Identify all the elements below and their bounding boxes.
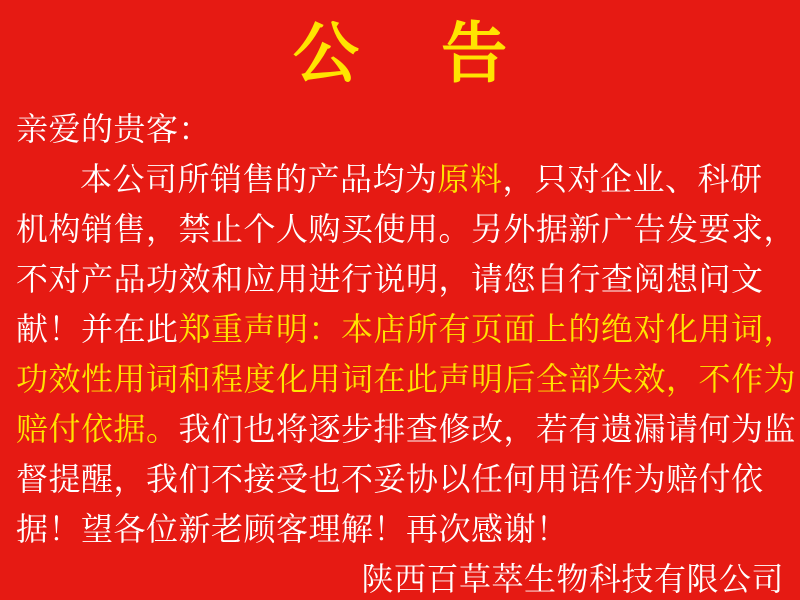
announcement-title: 公 告 — [292, 16, 540, 90]
text-segment: 陕西百草萃生物科技有限公司 — [361, 561, 784, 597]
text-segment: 我们也将逐步排查修改，若有遗漏请何为监 — [178, 411, 797, 447]
text-segment: 机构销售，禁止个人购买使用。另外据新广告发要求， — [16, 211, 797, 247]
notice-line-1 — [16, 104, 784, 154]
text-segment: ，只对企业、科研 — [502, 161, 763, 197]
notice-line-7 — [16, 404, 797, 454]
notice-line-8 — [16, 454, 784, 504]
announcement-body — [0, 92, 800, 600]
text-segment: 功效性用词和程度化用词在此声明后全部失效，不作为 — [16, 361, 797, 397]
text-segment: 本公司所销售的产品均为 — [80, 161, 438, 197]
text-segment: 献！并在此 — [16, 311, 179, 347]
notice-line-2 — [16, 154, 784, 204]
text-segment: 据！望各位新老顾客理解！再次感谢！ — [16, 511, 569, 547]
notice-line-5 — [16, 304, 797, 354]
text-segment: 督提醒，我们不接受也不妥协以任何用语作为赔付依 — [16, 461, 764, 497]
text-segment: 郑重声明：本店所有页面上的绝对化用词， — [178, 311, 797, 347]
notice-line-10 — [16, 554, 784, 600]
text-segment: 赔付依据。 — [16, 411, 179, 447]
notice-line-6 — [16, 354, 797, 404]
notice-line-3 — [16, 204, 797, 254]
notice-line-4 — [16, 254, 784, 304]
text-segment: 原料 — [437, 161, 503, 197]
text-segment: 亲爱的贵客： — [16, 111, 212, 147]
text-segment: 不对产品功效和应用进行说明，请您自行查阅想问文 — [16, 261, 764, 297]
notice-line-9 — [16, 504, 784, 554]
